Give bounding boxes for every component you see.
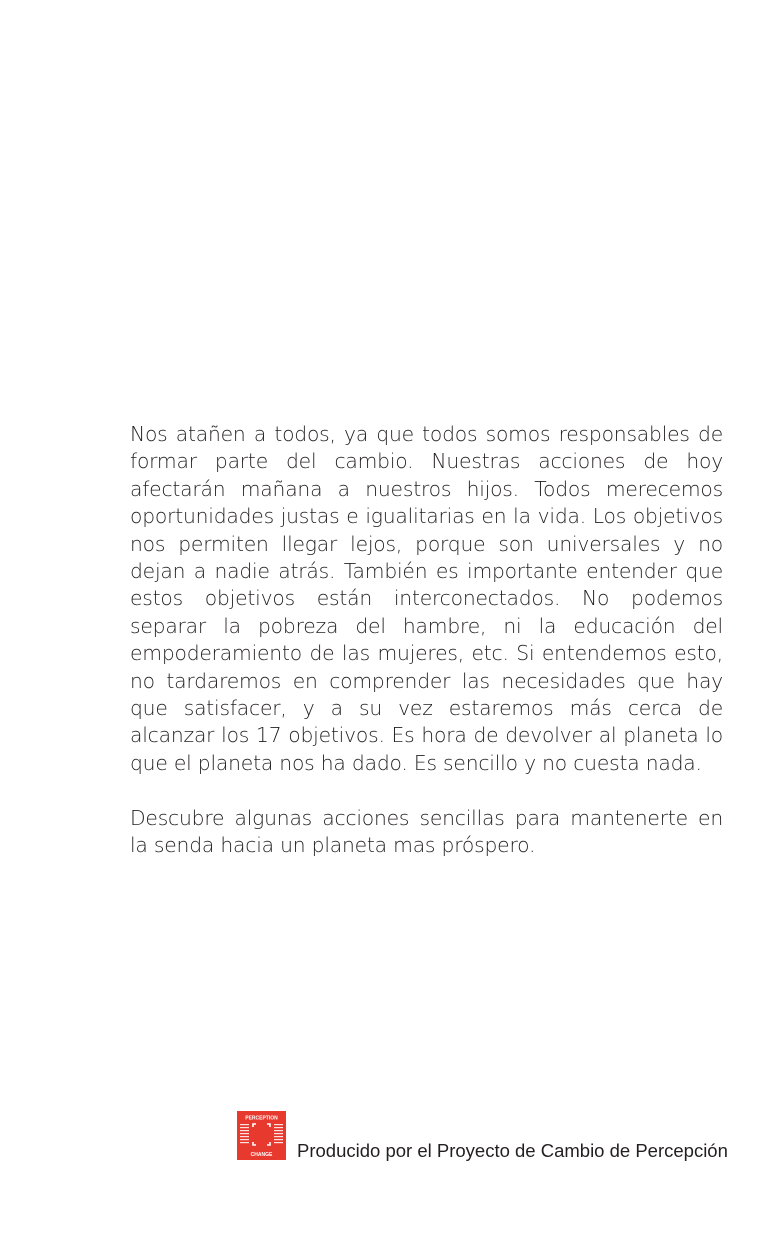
logo-graphic <box>237 1111 286 1160</box>
body-text <box>130 421 723 859</box>
footer <box>237 1110 728 1160</box>
producer-credit: Producido por el Proyecto de Cambio de Percepción <box>297 1140 728 1161</box>
logo-top-text: PERCEPTION <box>245 1115 278 1122</box>
paragraph-call-to-action: Descubre algunas acciones sencillas para mantenerte en la senda hacia un planeta mas próspero. <box>130 805 723 858</box>
frame-corners-icon <box>253 1124 270 1145</box>
paragraph-intro: Nos atañen a todos, ya que todos somos responsables de formar parte del cambio. Nuestras acciones de hoy afectarán mañana a nuestros hijos. Todos merecemos oportunidades justas e igualitarias en la vida. Los objetivos nos permiten llegar lejos, porque son universales y no dejan a nadie atrás. También es importante entender que estos objetivos están interconectados. No podemos separar la pobreza del hambre, ni la educación del empoderamiento de las mujeres, etc. Si entendemos esto, no tardaremos en comprender las necesidades que hay que satisfacer, y a su vez estaremos más cerca de alcanzar los 17 objetivos. Es hora de devolver al planeta lo que el planeta nos ha dado. Es sencillo y no cuesta nada. <box>130 422 723 775</box>
logo-bottom-text: CHANGE <box>250 1152 273 1158</box>
perception-change-logo-icon <box>237 1111 286 1160</box>
film-strip-icon <box>240 1124 283 1143</box>
